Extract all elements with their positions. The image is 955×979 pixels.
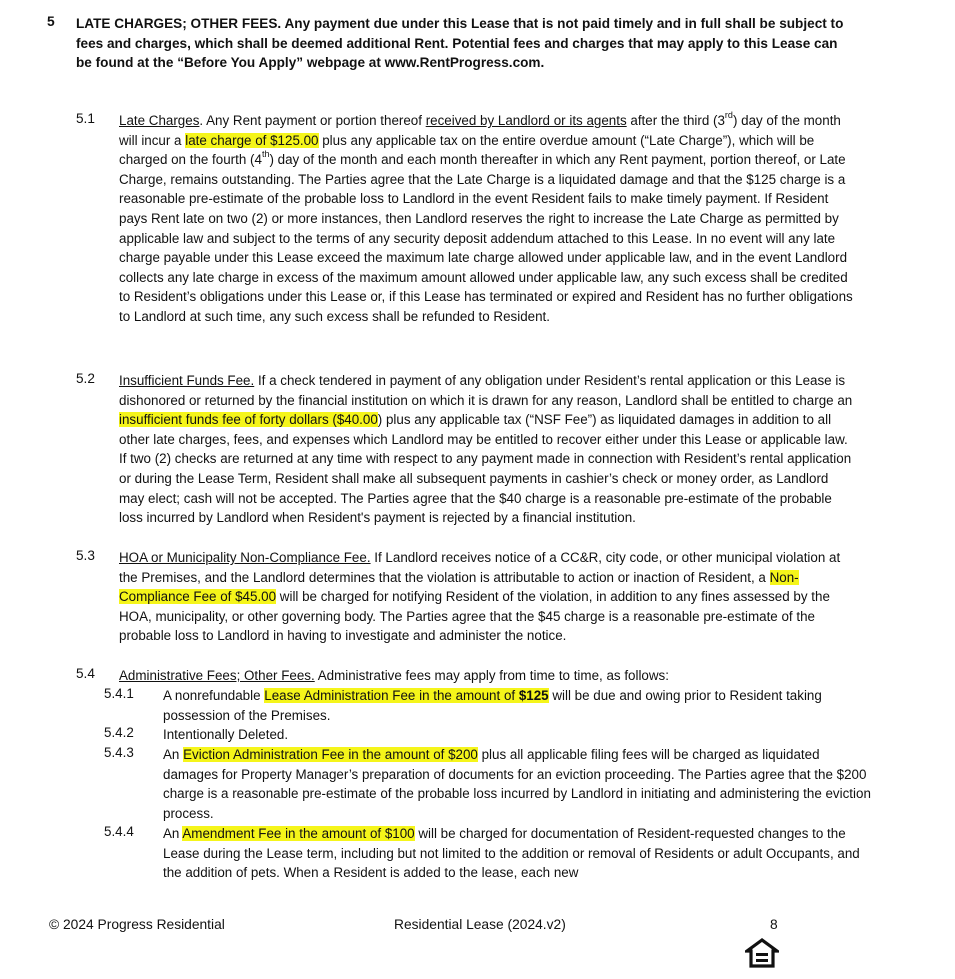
subsection-5-1-text: Late Charges. Any Rent payment or portion thereof received by Landlord or its agents after the third (3rd) day of the month will incur a late charge of $125.00 plus any applicable tax on the entire overdue amount (“Late Charge”), which will be charged on the fourth (4th) day of the month and each month thereafter in which any Rent payment, portion thereof, or Late Charge, remains outstanding. The Parties agree that the Late Charge is a liquidated damage and that the $125 charge is a reasonable pre-estimate of the probable loss to Landlord in the event Resident fails to make timely payment. If Resident pays Rent late on two (2) or more instances, then Landlord reserves the right to increase the Late Charge as permitted by applicable law and subject to the terms of any security deposit addendum attached to this Lease. In no event will any late charge payable under this Lease exceed the maximum late charge allowed under applicable law, and in the event Landlord collects any late charge in excess of the maximum amount allowed under applicable law, any such excess shall be credited to Resident’s obligations under this Lease or, if this Lease has terminated or expired and Resident has no further obligations to Landlord at such time, any such excess shall be refunded to Resident. — [119, 110, 853, 324]
item-5-4-4-text: An Amendment Fee in the amount of $100 will be charged for documentation of Resident-requested changes to the Lease during the Lease term, including but not limited to the addition or removal of Residents or adult Occupants, and the addition of pets. When a Resident is added to the lease, each new — [163, 826, 860, 881]
subsection-number-5-2: 5.2 — [76, 371, 95, 386]
item-number-5-4-2: 5.4.2 — [104, 725, 134, 740]
highlighted-fee: Non-Compliance Fee of $45.00 — [119, 569, 799, 605]
item-5-4-3-text: An Eviction Administration Fee in the amount of $200 plus all applicable filing fees will be charged as liquidated damages for Property Manager’s preparation of documents for an eviction proceeding. The Parties agree that the $200 charge is a reasonable pre-estimate of the probable loss incurred by Landlord in initiating and administering the eviction process. — [163, 747, 871, 821]
section-number: 5 — [47, 14, 55, 29]
highlighted-fee: late charge of $125.00 — [185, 132, 319, 148]
highlighted-fee: Lease Administration Fee in the amount of $125 — [264, 688, 549, 703]
subsection-5-3-text: HOA or Municipality Non-Compliance Fee. If Landlord receives notice of a CC&R, city code, or other municipal violation at the Premises, and the Landlord determines that the violation is attributable to action or inaction of Resident, a Non-Compliance Fee of $45.00 will be charged for notifying Resident of the violation, in addition to any fines assessed by the HOA, municipality, or other governing body. The Parties agree that the $45 charge is a reasonable pre-estimate of the probable loss to Landlord in having to investigate and administer the notice. — [119, 550, 841, 644]
subsection-title: Administrative Fees; Other Fees. — [119, 668, 315, 683]
subsection-5-2-text: Insufficient Funds Fee. If a check tendered in payment of any obligation under Resident’s rental application or this Lease is dishonored or returned by the financial institution on which it is drawn for any reason, Landlord shall be entitled to charge an insufficient funds fee of forty dollars ($40.00) plus any applicable tax (“NSF Fee”) as liquidated damages in addition to all other late charges, fees, and expenses which Landlord may be entitled to recover either under this Lease or applicable law. If two (2) checks are returned at any time with respect to any payment made in connection with Resident’s rental application or during the Lease Term, Resident shall make all subsequent payments in cashier’s check or money order, as Landlord may elect; cash will not be accepted. The Parties agree that the $40 charge is a reasonable pre-estimate of the probable loss incurred by Landlord when Resident's payment is rejected by a financial institution. — [119, 373, 853, 526]
item-number-5-4-1: 5.4.1 — [104, 686, 134, 701]
subsection-title: HOA or Municipality Non-Compliance Fee. — [119, 550, 371, 565]
subsection-number-5-3: 5.3 — [76, 548, 95, 563]
item-5-4-2-text: Intentionally Deleted. — [163, 727, 289, 742]
section-heading: LATE CHARGES; OTHER FEES. Any payment due under this Lease that is not paid timely and in full shall be subject to fees and charges, which shall be deemed additional Rent. Potential fees and charges that may apply to this Lease can be found at the “Before You Apply” webpage at www.RentProgress.com. — [76, 16, 844, 70]
subsection-number-5-1: 5.1 — [76, 111, 95, 126]
highlighted-fee: Eviction Administration Fee in the amount of $200 — [183, 747, 478, 762]
footer-copyright: © 2024 Progress Residential — [49, 917, 225, 932]
footer-document-title: Residential Lease (2024.v2) — [394, 917, 566, 932]
footer-page-number: 8 — [770, 917, 778, 932]
item-5-4-1-text: A nonrefundable Lease Administration Fee in the amount of $125 will be due and owing prior to Resident taking possession of the Premises. — [163, 688, 822, 723]
subsection-title: Insufficient Funds Fee. — [119, 373, 255, 388]
highlighted-fee: insufficient funds fee of forty dollars ($40.00 — [119, 412, 378, 428]
highlighted-fee: Amendment Fee in the amount of $100 — [182, 826, 415, 841]
subsection-title: Late Charges — [119, 113, 200, 128]
equal-housing-opportunity-icon — [745, 938, 779, 968]
subsection-5-4-text: Administrative Fees; Other Fees. Administrative fees may apply from time to time, as follows: — [119, 668, 669, 683]
item-number-5-4-3: 5.4.3 — [104, 745, 134, 760]
item-number-5-4-4: 5.4.4 — [104, 824, 134, 839]
subsection-number-5-4: 5.4 — [76, 666, 95, 681]
